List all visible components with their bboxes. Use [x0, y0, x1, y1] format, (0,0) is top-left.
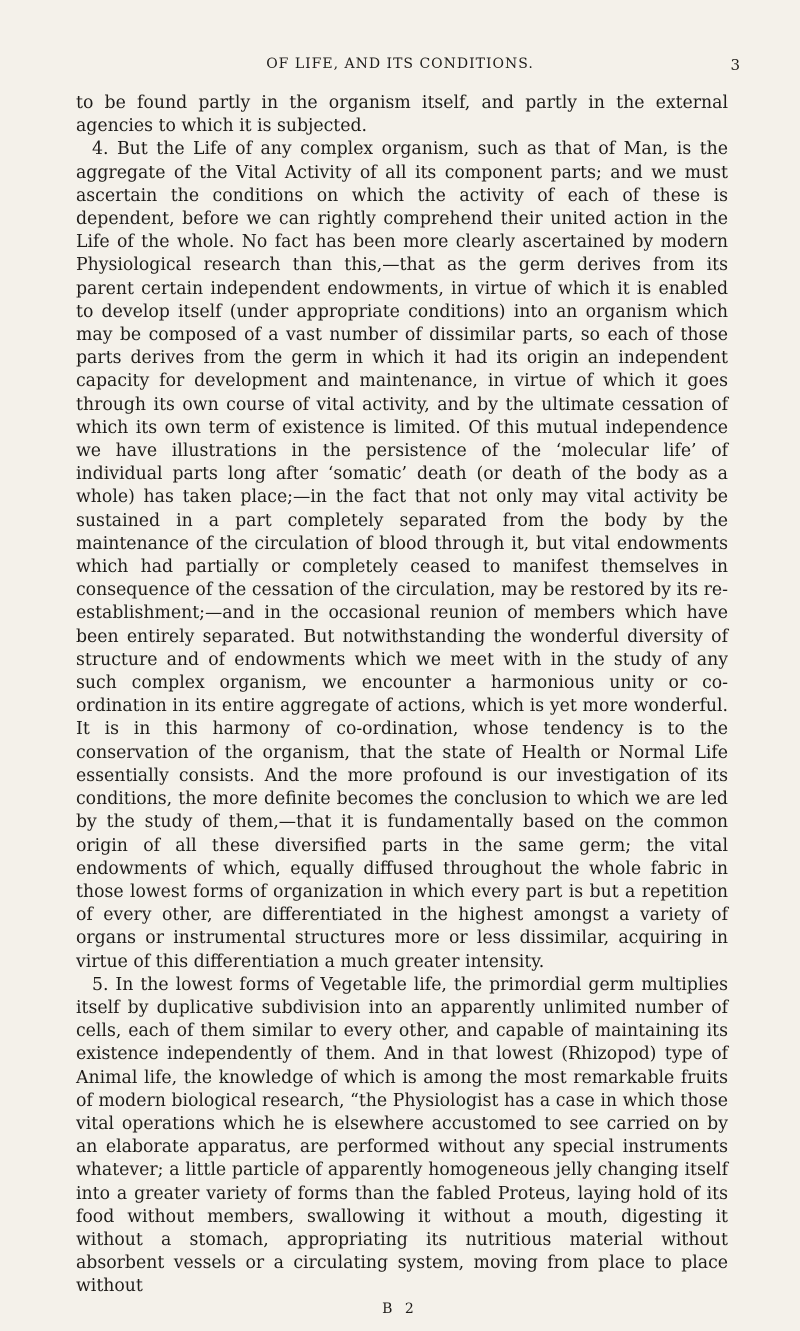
running-head [60, 56, 740, 78]
paragraph-continuation: to be found partly in the organism itself, and partly in the external agencies to which it is subjected. [76, 93, 728, 137]
signature-mark: B 2 [382, 1301, 418, 1317]
running-title: OF LIFE, AND ITS CONDITIONS. [266, 56, 534, 72]
paragraph-4: 4. But the Life of any complex organism, such as that of Man, is the aggregate of the Vital Activity of all its component parts; and we must ascertain the conditions on which the activity of each of these is dependent, before we can rightly comprehend their united action in the Life of the whole. No fact has been more clearly ascertained by modern Physiological research than this,—that as the germ derives from its parent certain independent endowments, in virtue of which it is enabled to develop itself (under appropriate conditions) into an organism which may be composed of a vast number of dissimilar parts, so each of those parts derives from the germ in which it had its origin an independent capacity for development and maintenance, in virtue of which it goes through its own course of vital activity, and by the ultimate cessation of which its own term of existence is limited. Of this mutual independence we have illustrations in the persistence of the ‘molecular life’ of individual parts long after ‘somatic’ death (or death of the body as a whole) has taken place;—in the fact that not only may vital activity be sustained in a part completely separated from the body by the maintenance of the circulation of blood through it, but vital endowments which had partially or completely ceased to manifest themselves in consequence of the cessation of the circulation, may be restored by its re-establishment;—and in the occasional reunion of members which have been entirely separated. But notwithstanding the wonderful diversity of structure and of endowments which we meet with in the study of any such complex organism, we encounter a harmonious unity or co-ordination in its entire aggregate of actions, which is yet more wonderful. It is in this harmony of co-ordination, whose tendency is to the conservation of the organism, that the state of Health or Normal Life essentially consists. And the more profound is our investigation of its conditions, the more definite becomes the conclusion to which we are led by the study of them,—that it is fundamentally based on the common origin of all these diversified parts in the same germ; the vital endowments of which, equally diffused throughout the whole fabric in those lowest forms of organization in which every part is but a repetition of every other, are differentiated in the highest amongst a variety of organs or instrumental structures more or less dissimilar, acquiring in virtue of this differentiation a much greater intensity. [76, 139, 728, 972]
page-number: 3 [730, 56, 740, 74]
paragraph-5: 5. In the lowest forms of Vegetable life, the primordial germ multiplies itself by duplicative subdivision into an apparently unlimited number of cells, each of them similar to every other, and capable of maintaining its existence independently of them. And in that lowest (Rhizopod) type of Animal life, the knowledge of which is among the most remarkable fruits of modern biological research, “the Physiologist has a case in which those vital operations which he is elsewhere accustomed to see carried on by an elaborate apparatus, are performed without any special instruments whatever; a little particle of apparently homogeneous jelly changing itself into a greater variety of forms than the fabled Proteus, laying hold of its food without members, swallowing it without a mouth, digesting it without a stomach, appropriating its nutritious material without absorbent vessels or a circulating system, moving from place to place without [76, 974, 728, 1297]
body-text [76, 92, 728, 1299]
